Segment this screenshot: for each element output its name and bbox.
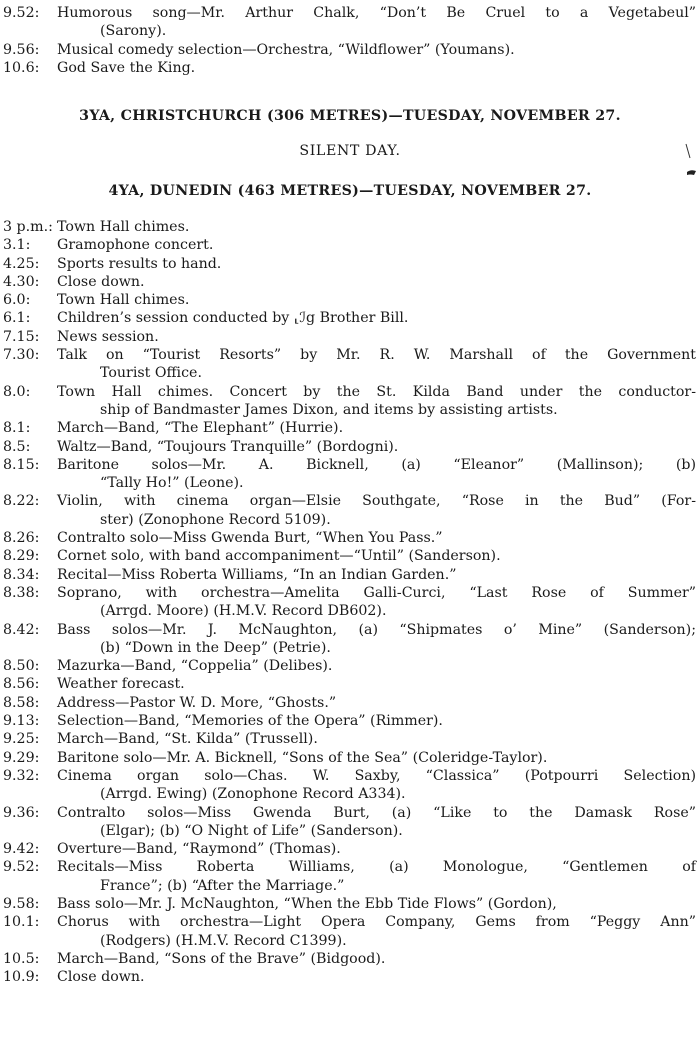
entry-line: Bass solo—Mr. J. McNaughton, “When the Ebb Tide Flows” (Gordon), — [57, 895, 557, 912]
entry-time: 8.56: — [3, 676, 40, 693]
station-heading-4ya: 4YA, DUNEDIN (463 METRES)—TUESDAY, NOVEMBER 27. — [108, 183, 592, 199]
entry-description — [57, 236, 696, 254]
entry-line: Contralto solo—Miss Gwenda Burt, “When You Pass.” — [57, 530, 443, 547]
entry-line: News session. — [57, 328, 159, 345]
entry-time: 8.58: — [3, 694, 40, 711]
entry-line: Tourist Office. — [100, 365, 202, 382]
entry-description — [57, 712, 696, 730]
print-speck-mark — [684, 142, 698, 182]
entry-description — [57, 584, 696, 621]
programme-entry — [0, 291, 696, 309]
entry-description — [57, 694, 696, 712]
programme-entry — [0, 767, 696, 804]
entry-line: (Elgar); (b) “O Night of Life” (Sanderson). — [100, 822, 403, 839]
entry-time: 9.29: — [3, 749, 40, 766]
entry-line: March—Band, “Sons of the Brave” (Bidgood). — [57, 950, 386, 967]
entry-description — [57, 291, 696, 309]
entry-time: 8.22: — [3, 493, 40, 510]
entry-description — [57, 547, 696, 565]
entry-line: Town Hall chimes. — [57, 292, 190, 309]
entry-description — [57, 255, 696, 273]
entry-line: Contralto solos—Miss Gwenda Burt, (a) “Like to the Damask Rose” — [57, 804, 696, 821]
entry-time: 4.25: — [3, 255, 40, 272]
entry-time: 8.1: — [3, 420, 31, 437]
programme-entry — [0, 657, 696, 675]
entry-time: 9.42: — [3, 841, 40, 858]
silent-day-note: SILENT DAY. — [299, 143, 401, 159]
entry-line: Gramophone concert. — [57, 237, 214, 254]
entry-description — [57, 730, 696, 748]
entry-time: 3.1: — [3, 237, 31, 254]
entry-description — [57, 749, 696, 767]
dunedin-programme — [0, 218, 696, 986]
entry-line: Violin, with cinema organ—Elsie Southgate, “Rose in the Bud” (For- — [57, 493, 696, 510]
entry-time: 8.50: — [3, 658, 40, 675]
entry-line: Mazurka—Band, “Coppelia” (Delibes). — [57, 658, 333, 675]
programme-entry — [0, 419, 696, 437]
entry-description — [57, 309, 696, 327]
entry-line: Waltz—Band, “Toujours Tranquille” (Bordogni). — [57, 438, 399, 455]
entry-description — [57, 438, 696, 456]
entry-description — [57, 456, 696, 493]
entry-description — [57, 895, 696, 913]
entry-time: 7.15: — [3, 328, 40, 345]
entry-description — [57, 529, 696, 547]
entry-line: Talk on “Tourist Resorts” by Mr. R. W. Marshall of the Government — [57, 347, 696, 364]
programme-entry — [0, 346, 696, 383]
entry-line: (Sarony). — [100, 23, 167, 40]
entry-line: God Save the King. — [57, 59, 196, 76]
entry-description — [57, 950, 696, 968]
programme-entry — [0, 621, 696, 658]
entry-description — [57, 346, 696, 383]
programme-entry — [0, 547, 696, 565]
entry-time: 9.25: — [3, 731, 40, 748]
entry-time: 9.58: — [3, 895, 40, 912]
entry-time: 10.9: — [3, 969, 40, 986]
programme-entry — [0, 950, 696, 968]
programme-entry — [0, 566, 696, 584]
programme-entry — [0, 59, 696, 77]
programme-entry — [0, 383, 696, 420]
programme-entry — [0, 456, 696, 493]
programme-entry — [0, 492, 696, 529]
programme-entry — [0, 529, 696, 547]
programme-entry — [0, 584, 696, 621]
entry-description — [57, 59, 696, 77]
entry-time: 9.52: — [3, 859, 40, 876]
entry-time: 10.1: — [3, 914, 40, 931]
entry-time: 9.56: — [3, 41, 40, 58]
entry-time: 6.1: — [3, 310, 31, 327]
entry-line: Humorous song—Mr. Arthur Chalk, “Don’t Be Cruel to a Vegetabeul” — [57, 5, 696, 21]
entry-description — [57, 657, 696, 675]
entry-line: March—Band, “St. Kilda” (Trussell). — [57, 731, 318, 748]
programme-entry — [0, 913, 696, 950]
entry-line: March—Band, “The Elephant” (Hurrie). — [57, 420, 344, 437]
programme-entry — [0, 4, 696, 41]
entry-time: 7.30: — [3, 347, 40, 364]
entry-time: 8.42: — [3, 621, 40, 638]
previous-station-programme — [0, 4, 696, 77]
entry-line: Weather forecast. — [57, 676, 185, 693]
entry-line: Address—Pastor W. D. More, “Ghosts.” — [57, 694, 337, 711]
programme-entry — [0, 804, 696, 841]
entry-description — [57, 767, 696, 804]
entry-line: (Arrgd. Moore) (H.M.V. Record DB602). — [100, 603, 387, 620]
entry-line: Sports results to hand. — [57, 255, 222, 272]
entry-time: 8.0: — [3, 383, 31, 400]
programme-entry — [0, 255, 696, 273]
entry-description — [57, 913, 696, 950]
entry-description — [57, 273, 696, 291]
entry-time: 9.36: — [3, 804, 40, 821]
entry-line: Recitals—Miss Roberta Williams, (a) Monologue, “Gentlemen of — [57, 859, 696, 876]
entry-description — [57, 383, 696, 420]
programme-entry — [0, 694, 696, 712]
programme-entry — [0, 749, 696, 767]
entry-description — [57, 218, 696, 236]
entry-description — [57, 328, 696, 346]
entry-line: “Tally Ho!” (Leone). — [100, 475, 244, 492]
entry-description — [57, 492, 696, 529]
programme-entry — [0, 712, 696, 730]
entry-line: Baritone solo—Mr. A. Bicknell, “Sons of the Sea” (Coleridge-Taylor). — [57, 749, 548, 766]
entry-line: Close down. — [57, 969, 145, 986]
entry-line: Town Hall chimes. Concert by the St. Kilda Band under the conductor- — [57, 383, 696, 400]
entry-time: 8.15: — [3, 456, 40, 473]
programme-entry — [0, 218, 696, 236]
entry-line: ster) (Zonophone Record 5109). — [100, 511, 331, 528]
entry-time: 8.38: — [3, 584, 40, 601]
entry-time: 9.32: — [3, 767, 40, 784]
entry-line: Selection—Band, “Memories of the Opera” (Rimmer). — [57, 713, 443, 730]
entry-line: France”; (b) “After the Marriage.” — [100, 877, 345, 894]
entry-time: 9.52: — [3, 5, 40, 21]
entry-line: Town Hall chimes. — [57, 219, 190, 235]
entry-time: 4.30: — [3, 273, 40, 290]
programme-entry — [0, 895, 696, 913]
entry-description — [57, 621, 696, 658]
entry-description — [57, 419, 696, 437]
entry-description — [57, 675, 696, 693]
entry-line: (Rodgers) (H.M.V. Record C1399). — [100, 932, 347, 949]
programme-entry — [0, 273, 696, 291]
entry-time: 10.6: — [3, 59, 40, 76]
programme-entry — [0, 41, 696, 59]
entry-description — [57, 858, 696, 895]
entry-description — [57, 41, 696, 59]
programme-entry — [0, 438, 696, 456]
entry-description — [57, 4, 696, 41]
entry-time: 6.0: — [3, 292, 31, 309]
entry-line: (b) “Down in the Deep” (Petrie). — [100, 639, 331, 656]
programme-entry — [0, 858, 696, 895]
programme-entry — [0, 968, 696, 986]
entry-line: Cornet solo, with band accompaniment—“Until” (Sanderson). — [57, 548, 501, 565]
entry-line: ship of Bandmaster James Dixon, and items by assisting artists. — [100, 401, 558, 418]
entry-description — [57, 566, 696, 584]
entry-time: 9.13: — [3, 713, 40, 730]
entry-line: (Arrgd. Ewing) (Zonophone Record A334). — [100, 786, 406, 803]
entry-line: Bass solos—Mr. J. McNaughton, (a) “Shipmates o’ Mine” (Sanderson); — [57, 621, 696, 638]
entry-description — [57, 804, 696, 841]
entry-line: Cinema organ solo—Chas. W. Saxby, “Classica” (Potpourri Selection) — [57, 767, 696, 784]
programme-entry — [0, 730, 696, 748]
programme-entry — [0, 675, 696, 693]
entry-line: Recital—Miss Roberta Williams, “In an Indian Garden.” — [57, 566, 457, 583]
station-heading-3ya: 3YA, CHRISTCHURCH (306 METRES)—TUESDAY, NOVEMBER 27. — [79, 108, 621, 124]
entry-line: Children’s session conducted by ⸤ℐg Brother Bill. — [57, 310, 409, 327]
entry-line: Chorus with orchestra—Light Opera Company, Gems from “Peggy Ann” — [57, 914, 696, 931]
entry-time: 3 p.m.: — [3, 219, 53, 235]
entry-time: 8.5: — [3, 438, 31, 455]
entry-time: 8.34: — [3, 566, 40, 583]
entry-line: Overture—Band, “Raymond” (Thomas). — [57, 841, 341, 858]
entry-line: Close down. — [57, 273, 145, 290]
programme-entry — [0, 236, 696, 254]
entry-description — [57, 840, 696, 858]
entry-line: Soprano, with orchestra—Amelita Galli-Curci, “Last Rose of Summer” — [57, 584, 696, 601]
entry-time: 8.26: — [3, 530, 40, 547]
entry-line: Musical comedy selection—Orchestra, “Wildflower” (Youmans). — [57, 41, 515, 58]
entry-description — [57, 968, 696, 986]
entry-time: 8.29: — [3, 548, 40, 565]
entry-time: 10.5: — [3, 950, 40, 967]
programme-entry — [0, 328, 696, 346]
programme-entry — [0, 840, 696, 858]
entry-line: Baritone solos—Mr. A. Bicknell, (a) “Eleanor” (Mallinson); (b) — [57, 456, 696, 473]
programme-entry — [0, 309, 696, 327]
